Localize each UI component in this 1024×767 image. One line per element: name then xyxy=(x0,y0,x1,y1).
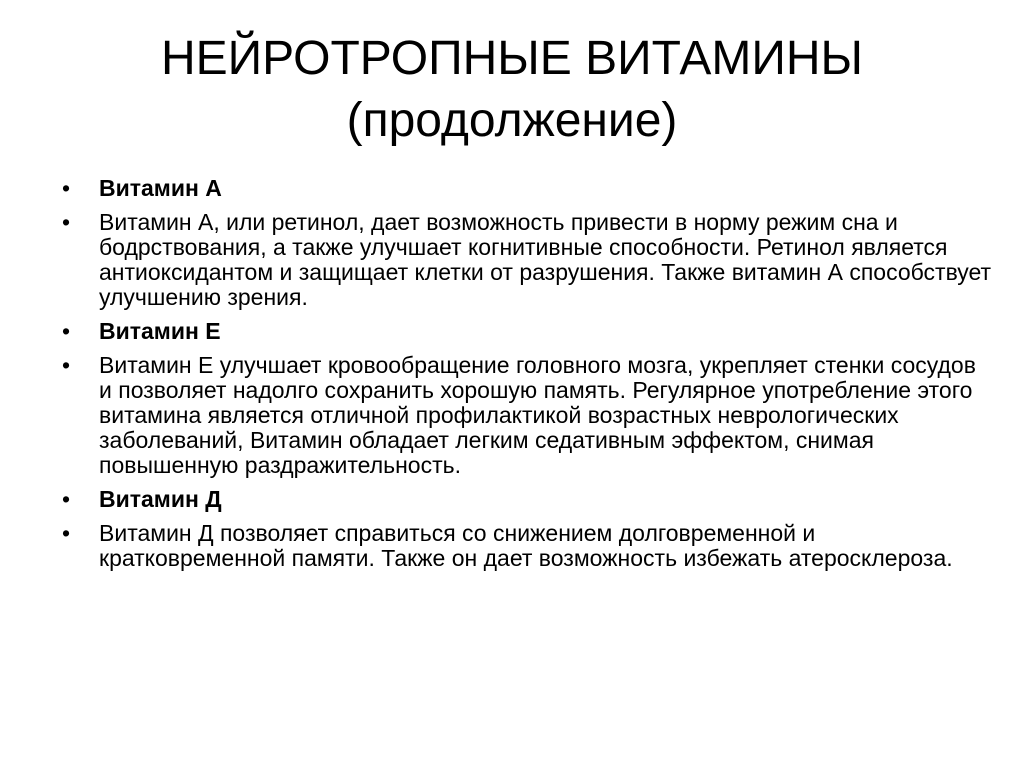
bullet-list xyxy=(62,176,992,580)
bullet-item-vitamin-a-heading xyxy=(62,176,992,201)
bullet-icon: • xyxy=(62,175,71,201)
bullet-item-vitamin-e-text xyxy=(62,353,992,478)
bullet-text: Витамин Д xyxy=(99,486,222,512)
bullet-item-vitamin-a-text xyxy=(62,210,992,310)
bullet-text: Витамин А, или ретинол, дает возможность привести в норму режим сна и бодрствования, а также улучшает когнитивные способности. Ретинол является антиоксидантом и защищает клетки от разрушения. Также витамин А способствует улучшению зрения. xyxy=(99,209,992,310)
bullet-text: Витамин А xyxy=(99,175,222,201)
bullet-icon: • xyxy=(62,520,71,546)
bullet-text: Витамин Е xyxy=(99,318,221,344)
bullet-text: Витамин Е улучшает кровообращение головного мозга, укрепляет стенки сосудов и позволяет надолго сохранить хорошую память. Регулярное употребление этого витамина является отличной профилактикой возрастных неврологических заболеваний, Витамин обладает легким седативным эффектом, снимая повышенную раздражительность. xyxy=(99,352,976,478)
bullet-icon: • xyxy=(62,209,71,235)
slide-title xyxy=(40,28,984,152)
bullet-icon: • xyxy=(62,352,71,378)
slide-title-line1: НЕЙРОТРОПНЫЕ ВИТАМИНЫ xyxy=(161,32,863,85)
bullet-item-vitamin-e-heading xyxy=(62,319,992,344)
bullet-icon: • xyxy=(62,486,71,512)
slide-title-line2: (продолжение) xyxy=(346,94,678,147)
bullet-item-vitamin-d-text xyxy=(62,521,992,571)
bullet-icon: • xyxy=(62,318,71,344)
bullet-item-vitamin-d-heading xyxy=(62,487,992,512)
bullet-text: Витамин Д позволяет справиться со снижением долговременной и кратковременной памяти. Также он дает возможность избежать атеросклероза. xyxy=(99,520,953,571)
